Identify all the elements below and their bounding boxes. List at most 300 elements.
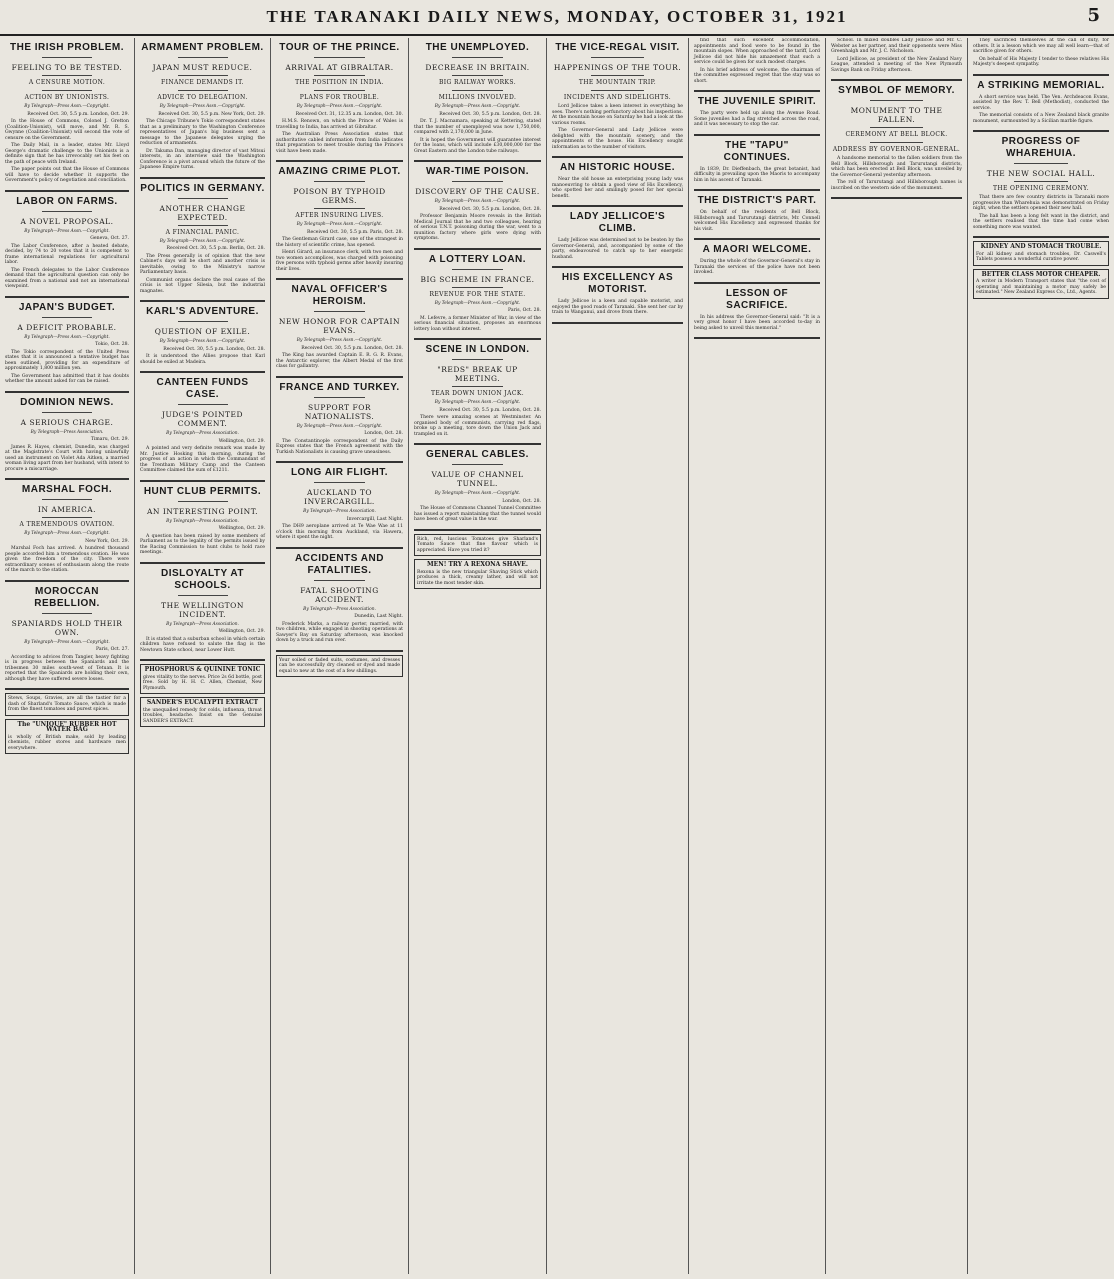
article-byline: By Telegraph—Press Association. bbox=[30, 429, 104, 435]
article bbox=[276, 467, 403, 541]
heading-rule bbox=[452, 386, 503, 387]
article-paragraph: In his address the Governor-General said: "It is a very great honor I have been accorded to-day in being asked to unveil this memorial." bbox=[694, 314, 820, 331]
article-headline: PROGRESS OF WHAREHUIA. bbox=[1001, 136, 1081, 159]
article-subheading: AN INTERESTING POINT. bbox=[146, 506, 259, 516]
article-dateline: Geneva, Oct. 27. bbox=[90, 236, 129, 241]
article-paragraph: On behalf of His Majesty I tender to these relatives His Majesty's deepest sympathy. bbox=[973, 56, 1109, 67]
article-byline: By Telegraph—Press Assn.—Copyright. bbox=[434, 300, 521, 306]
article-subheading: THE OPENING CEREMONY. bbox=[992, 185, 1090, 192]
article-subheading: POISON BY TYPHOID GERMS. bbox=[293, 187, 386, 205]
heading-rule bbox=[591, 90, 643, 91]
article bbox=[694, 244, 820, 276]
article-subheading: A CENSURE MOTION. bbox=[28, 79, 106, 86]
advertisement-heading: BETTER CLASS MOTOR CHEAPER. bbox=[981, 270, 1101, 278]
article-paragraph: The King has awarded Captain E. R. G. R. Evans, the Antarctic explorer, the Albert Medal of the first class for gallantry. bbox=[276, 353, 403, 369]
article-subheading: A TREMENDOUS OVATION. bbox=[19, 521, 115, 528]
article-paragraph: It is stated that a suburban school in which certain children have refused to salute the flag is the Newtown State school, near Lower Hutt. bbox=[140, 636, 265, 653]
article-subheading: IN AMERICA. bbox=[37, 505, 97, 514]
article-dateline: Tokio, Oct. 28. bbox=[95, 342, 129, 347]
article bbox=[973, 80, 1109, 125]
article-paragraph: The roll of Tarurutangi and Hillsborough names is inscribed on the western side of the monument. bbox=[831, 180, 962, 191]
article bbox=[552, 42, 683, 150]
article-headline: AN HISTORIC HOUSE. bbox=[560, 162, 675, 173]
article-subheading: BIG SCHEME IN FRANCE. bbox=[420, 274, 535, 284]
article-subheading: PLANS FOR TROUBLE. bbox=[299, 94, 380, 101]
advertisement-heading: The "UNIQUE" RUBBER HOT WATER BAG bbox=[17, 720, 117, 733]
heading-rule bbox=[870, 127, 922, 128]
section-divider bbox=[5, 478, 129, 480]
article-subheading: ADDRESS BY GOVERNOR-GENERAL. bbox=[832, 146, 961, 153]
heading-rule bbox=[314, 208, 365, 209]
article-paragraph: The Chicago Tribune's Tokio correspondent states that as a preliminary to the Washington Conference representatives of Japan's big business sent a message to the Japanese delegates urging the reduction of armaments. bbox=[140, 119, 265, 146]
article-dateline: Paris, Oct. 27. bbox=[96, 647, 129, 652]
advertisement-text: A writer in Modern Transport states that "the cost of operating and maintaining a motor may safely be estimated." New Zealand Express Co., Ltd., Agents. bbox=[976, 279, 1106, 295]
article-paragraph: Lord Jellicoe, as president of the New Zealand Navy League, attended a meeting of the New Plymouth Savings Bank on Friday afternoon. bbox=[831, 56, 962, 73]
article-dateline: Invercargill, Last Night. bbox=[346, 516, 403, 522]
advertisement-heading: PHOSPHORUS & QUININE TONIC bbox=[144, 666, 261, 673]
heading-rule bbox=[452, 359, 503, 360]
section-divider bbox=[694, 134, 820, 136]
heading-rule bbox=[178, 57, 228, 58]
article-subheading: VALUE OF CHANNEL TUNNEL. bbox=[431, 470, 524, 488]
section-divider bbox=[5, 190, 129, 192]
article-paragraph: That there are few country districts in Taranaki more progressive than Wharehuia was demonstrated on Friday night, when the settlers opened their new hall. bbox=[973, 195, 1109, 211]
heading-rule bbox=[314, 75, 365, 76]
article-paragraph: In the House of Commons, Colonel J. Gretton (Coalition-Unionist), will move, and Mr. R. S. Gwynne (Coalition-Unionist) will second the vote of censure on the Government. bbox=[5, 119, 129, 141]
advertisement bbox=[973, 241, 1109, 266]
heading-rule bbox=[178, 321, 228, 322]
article-dateline: New York, Oct. 29. bbox=[85, 538, 129, 544]
article-headline: LADY JELLICOE'S CLIMB. bbox=[569, 211, 666, 234]
article-dateline: London, Oct. 28. bbox=[364, 431, 403, 436]
article-dateline: London, Oct. 28. bbox=[502, 498, 541, 504]
article-headline: SYMBOL OF MEMORY. bbox=[838, 85, 955, 96]
article-byline: By Telegraph—Press Assn.—Copyright. bbox=[24, 228, 110, 234]
article-headline: DISLOYALTY AT SCHOOLS. bbox=[161, 567, 244, 591]
article-paragraph: During the whole of the Governor-General's stay in Taranaki the services of the police have not been invoked. bbox=[694, 259, 820, 275]
article-headline: MARSHAL FOCH. bbox=[21, 484, 113, 495]
page-number: 5 bbox=[1087, 5, 1100, 26]
article-dateline: Received Oct. 30, 5.5 p.m. Berlin, Oct. 28. bbox=[166, 246, 265, 251]
section-divider bbox=[552, 205, 683, 207]
section-divider bbox=[694, 282, 820, 284]
article-subheading: "REDS" BREAK UP MEETING. bbox=[437, 365, 518, 383]
advertisement bbox=[140, 697, 265, 727]
article bbox=[831, 38, 962, 73]
article-subheading: REVENUE FOR THE STATE. bbox=[429, 290, 526, 298]
section-divider bbox=[276, 461, 403, 463]
article-headline: THE DISTRICT'S PART. bbox=[697, 195, 817, 206]
article bbox=[414, 449, 541, 523]
advertisement-text: For all kidney and stomach troubles, Dr. Caswell's Tablets possess a wonderful curative power. bbox=[976, 251, 1106, 262]
article-subheading: THE MOUNTAIN TRIP. bbox=[578, 79, 657, 86]
heading-rule bbox=[452, 75, 503, 76]
article-subheading: MILLIONS INVOLVED. bbox=[438, 94, 517, 101]
article-subheading: THE NEW SOCIAL HALL. bbox=[986, 169, 1096, 178]
heading-rule bbox=[42, 75, 92, 76]
article bbox=[140, 183, 265, 295]
masthead-title: THE TARANAKI DAILY NEWS, MONDAY, OCTOBER 31, 1921 bbox=[266, 7, 848, 26]
heading-rule bbox=[314, 90, 365, 91]
article-subheading: AUCKLAND TO INVERCARGILL. bbox=[304, 488, 375, 506]
article-subheading: MONUMENT TO THE FALLEN. bbox=[850, 106, 943, 124]
article-paragraph: The House of Commons Channel Tunnel Committee has issued a report maintaining that the tunnel would have been of great value in the war. bbox=[414, 506, 541, 522]
section-divider bbox=[276, 278, 403, 280]
heading-rule bbox=[452, 181, 503, 182]
article-headline: JAPAN'S BUDGET. bbox=[18, 301, 116, 313]
article-paragraph: H.M.S. Renown, on which the Prince of Wales is travelling to India, has arrived at Gibraltar. bbox=[276, 119, 403, 130]
article-subheading: AFTER INSURING LIVES. bbox=[295, 212, 384, 219]
heading-rule bbox=[1014, 181, 1068, 182]
article-subheading: QUESTION OF EXILE. bbox=[154, 327, 251, 336]
article-paragraph: The paper points out that the House of Commons will have to decide whether it supports the Government's policy of negotiation and conciliation. bbox=[5, 167, 129, 183]
article bbox=[276, 284, 403, 370]
section-divider bbox=[973, 236, 1109, 238]
article-headline: A STRIKING MEMORIAL. bbox=[977, 79, 1105, 91]
heading-rule bbox=[591, 57, 643, 58]
article-subheading: FEELING TO BE TESTED. bbox=[11, 63, 123, 72]
section-divider bbox=[414, 443, 541, 445]
article bbox=[276, 166, 403, 272]
article-paragraph: Lady Jellicoe is a keen and capable motorist, and enjoyed the good roads of Taranaki. She sent her car by train to Wanganui, and drove from there. bbox=[552, 299, 683, 315]
article-dateline: Wellington, Oct. 29. bbox=[218, 526, 265, 531]
article-dateline: Dunedin, Last Night. bbox=[354, 614, 403, 619]
article-subheading: ARRIVAL AT GIBRALTAR. bbox=[285, 63, 394, 72]
article-subheading: ANOTHER CHANGE EXPECTED. bbox=[159, 203, 246, 222]
newspaper-column bbox=[689, 38, 826, 1274]
section-divider bbox=[414, 160, 541, 162]
article-paragraph: The Gentleman Girard case, one of the strangest in the history of scientific crime, has opened. bbox=[276, 237, 403, 248]
article-headline: LABOR ON FARMS. bbox=[16, 195, 118, 207]
heading-rule bbox=[870, 100, 922, 101]
advertisement bbox=[5, 693, 129, 716]
article-subheading: A SERIOUS CHARGE. bbox=[20, 417, 114, 427]
article-headline: A MAORI WELCOME. bbox=[702, 244, 812, 255]
section-divider bbox=[694, 90, 820, 92]
article-headline: THE IRISH PROBLEM. bbox=[9, 42, 124, 53]
article bbox=[5, 484, 129, 574]
article-subheading: ACTION BY UNIONISTS. bbox=[24, 94, 110, 101]
article-paragraph: The Press generally is of opinion that the new Cabinet's days will be short and another crisis is inevitable, owing to the Ministry's narrow Parliamentary basis. bbox=[140, 253, 265, 275]
article-byline: By Telegraph—Press Association. bbox=[166, 621, 239, 627]
section-divider bbox=[973, 74, 1109, 76]
article-byline: By Telegraph—Press Assn.—Copyright. bbox=[159, 238, 246, 244]
article-subheading: TEAR DOWN UNION JACK. bbox=[430, 390, 525, 397]
article bbox=[140, 568, 265, 654]
article-subheading: SUPPORT FOR NATIONALISTS. bbox=[304, 402, 375, 421]
heading-rule bbox=[314, 482, 365, 483]
article-paragraph: The Constantinople correspondent of the Daily Express states that the French agreement with the Turkish Nationalists is causing grave uneasiness. bbox=[276, 438, 403, 455]
article-paragraph: The French delegates to the Labor Conference demand that the agricultural question can only be examined from a national and not an international viewpoint. bbox=[5, 267, 129, 289]
article-headline: ARMAMENT PROBLEM. bbox=[141, 42, 264, 53]
article-dateline: Wellington, Oct. 29. bbox=[218, 629, 265, 634]
article-byline: By Telegraph—Press Assn.—Copyright. bbox=[159, 339, 246, 344]
article-paragraph: They sacrificed themselves at the call of duty, for others. It is a lesson which we may all well learn—that of sacrifice given for others. bbox=[973, 38, 1109, 54]
article-dateline: Received Oct. 30, 5.5 p.m. London, Oct. 28. bbox=[163, 346, 265, 352]
article-subheading: INCIDENTS AND SIDELIGHTS. bbox=[563, 94, 672, 101]
heading-rule bbox=[42, 57, 92, 58]
article-paragraph: Marshal Foch has arrived. A hundred thousand people accorded him a tremendous ovation. He was given the freedom of the city. There were extraordinary scenes of enthusiasm along the route of the march to the station. bbox=[5, 546, 129, 573]
article bbox=[973, 38, 1109, 68]
article-paragraph: Henri Girard, an insurance clerk, with two men and two women accomplices, was charged with poisoning five persons with typhoid germs after heavily insuring their lives. bbox=[276, 250, 403, 272]
article-headline: GENERAL CABLES. bbox=[426, 449, 529, 460]
advertisement-heading: SANDER'S EUCALYPTI EXTRACT bbox=[146, 699, 259, 706]
article-dateline: Received Oct. 30, 5.5 p.m. Paris, Oct. 28. bbox=[307, 229, 403, 235]
advertisement bbox=[276, 655, 403, 678]
advertisement bbox=[140, 664, 265, 694]
newspaper-column bbox=[409, 38, 547, 1274]
article-dateline: Received Oct. 30, 5.5 p.m. London, Oct. 28. bbox=[439, 111, 541, 117]
article-subheading: BIG RAILWAY WORKS. bbox=[438, 79, 517, 86]
article bbox=[414, 166, 541, 242]
heading-rule bbox=[178, 404, 228, 405]
article bbox=[140, 42, 265, 171]
newspaper-column bbox=[968, 38, 1114, 1274]
advertisement-text: Rexona is the new triangular Shaving Stick which produces a thick, creamy lather, and will not irritate the most tender skin. bbox=[417, 569, 538, 586]
article-dateline: Paris, Oct. 28. bbox=[508, 308, 541, 313]
advertisement-text: the unequalled remedy for colds, influenza, throat troubles, headache. Insist on the Genuine SANDER'S EXTRACT. bbox=[143, 707, 262, 724]
article bbox=[694, 195, 820, 232]
article-byline: By Telegraph—Press Assn.—Copyright. bbox=[159, 104, 246, 109]
article-byline: By Telegraph—Press Assn.—Copyright. bbox=[434, 491, 521, 496]
article-subheading: CEREMONY AT BELL BLOCK. bbox=[845, 131, 948, 138]
article-byline: By Telegraph—Press Assn.—Copyright. bbox=[434, 104, 521, 109]
article bbox=[140, 486, 265, 556]
section-divider bbox=[276, 160, 403, 162]
article-subheading: A NOVEL PROPOSAL. bbox=[20, 216, 114, 226]
heading-rule bbox=[178, 75, 228, 76]
heading-rule bbox=[178, 90, 228, 91]
heading-rule bbox=[42, 412, 92, 413]
article-headline: WAR-TIME POISON. bbox=[426, 166, 529, 177]
article-headline: ACCIDENTS AND FATALITIES. bbox=[295, 552, 384, 576]
section-divider bbox=[552, 322, 683, 324]
section-divider bbox=[276, 547, 403, 549]
section-divider bbox=[276, 650, 403, 652]
section-divider bbox=[694, 189, 820, 191]
article bbox=[5, 302, 129, 385]
article-paragraph: The Government has admitted that it has doubts whether the amount asked for can be raised. bbox=[5, 373, 129, 384]
article-paragraph: According to advices from Tangier, heavy fighting is in progress between the Spaniards and the tribesmen 30 miles south-west of Tetuan. It is reported that the Spaniards are holding their own, although they have suffered severe losses. bbox=[5, 654, 129, 682]
newspaper-column bbox=[0, 38, 135, 1274]
section-divider bbox=[5, 391, 129, 393]
section-divider bbox=[973, 130, 1109, 132]
article-byline: By Telegraph—Press Assn.—Copyright. bbox=[24, 104, 110, 109]
heading-rule bbox=[42, 211, 92, 212]
article-paragraph: In his brief address of welcome, the chairman of the committee expressed regret that the stay was so short. bbox=[694, 67, 820, 84]
article bbox=[694, 96, 820, 128]
article-dateline: Timaru, Oct. 29. bbox=[90, 437, 129, 442]
article bbox=[552, 272, 683, 316]
article bbox=[276, 553, 403, 644]
article-paragraph: find that such excellent accommodation, appointments and food were to be found in the mountain slopes. When approached of the tariff, Lord Jellicoe did not hide his amazement that such a service could be given for such modest charges. bbox=[694, 38, 820, 65]
article-paragraph: A question has been raised by some members of Parliament as to the legality of the permits issued by the Racing Commission to hunt clubs to hold race meetings. bbox=[140, 533, 265, 555]
article-paragraph: Lady Jellicoe was determined not to be beaten by the Governor-General, and, accompanied by some of the party, endeavoured to catch up to her energetic husband. bbox=[552, 238, 683, 260]
heading-rule bbox=[178, 501, 228, 502]
article-dateline: Received Oct. 30, 5.5 p.m. London, Oct. 28. bbox=[301, 345, 403, 351]
heading-rule bbox=[314, 580, 365, 581]
section-divider bbox=[140, 371, 265, 373]
article-paragraph: The Daily Mail, in a leader, states Mr. Lloyd George's dramatic challenge to the Unionists is a definite sign that he has irrevocably set his feet on the path of peace with Ireland. bbox=[5, 143, 129, 165]
article bbox=[552, 211, 683, 260]
advertisement-text: Your soiled or faded suits, costumes, and dresses can be successfully dry cleaned or dyed and made equal to new at the cost of a few shillings. bbox=[279, 657, 400, 674]
heading-rule bbox=[314, 181, 365, 182]
article-paragraph: The Tokio correspondent of the United Press states that it is announced a tentative budget has been outlined, providing for an expenditure of approximately 1,800 million yen. bbox=[5, 349, 129, 371]
article-paragraph: The hall has been a long felt want in the district, and the settlers realised that the time had come when something more was wanted. bbox=[973, 213, 1109, 230]
section-divider bbox=[140, 562, 265, 564]
article-byline: By Telegraph—Press Assn.—Copyright. bbox=[296, 423, 383, 429]
article bbox=[973, 136, 1109, 230]
article-paragraph: Dr. T. J. Macnamara, speaking at Kettering, stated that the number of unemployed was now 1,750,000, compared with 2,170,000 in June. bbox=[414, 119, 541, 135]
article-paragraph: Professor Benjamin Moore reveals in the British Medical Journal that he and two colleagues, hearing of serious T.N.T. poisoning during the war, went to a munition factory where girls were dying with symptoms. bbox=[414, 214, 541, 241]
advertisement-heading: MEN! TRY A REXONA SHAVE. bbox=[427, 561, 528, 568]
article-subheading: A FINANCIAL PANIC. bbox=[165, 228, 240, 236]
article bbox=[5, 196, 129, 290]
article bbox=[140, 306, 265, 365]
article-paragraph: M. Lefevre, a former Minister of War, in view of the serious financial situation, proposes an enormous lottery loan without interest. bbox=[414, 315, 541, 332]
heading-rule bbox=[452, 269, 503, 270]
article-paragraph: The party were held up along the Avenue Road. Some juveniles had a flag stretched across the road, and it was necessary to stop the car. bbox=[694, 111, 820, 127]
article-headline: THE VICE-REGAL VISIT. bbox=[555, 42, 680, 53]
heading-rule bbox=[452, 90, 503, 91]
article-paragraph: On behalf of the residents of Bell Block, Hillsborough and Tarurutangi districts, Mr. Connell welcomed His Excellency and expressed thanks for his visit. bbox=[694, 210, 820, 232]
article-byline: By Telegraph—Press Assn.—Copyright. bbox=[296, 338, 383, 343]
article-headline: HIS EXCELLENCY AS MOTORIST. bbox=[561, 272, 674, 295]
advertisement-text: is wholly of British make, sold by leading chemists, rubber stores and hardware men everywhere. bbox=[8, 734, 126, 751]
section-divider bbox=[140, 480, 265, 482]
article bbox=[414, 344, 541, 437]
article bbox=[5, 586, 129, 683]
article-headline: LONG AIR FLIGHT. bbox=[290, 467, 389, 478]
heading-rule bbox=[591, 75, 643, 76]
heading-rule bbox=[178, 225, 228, 226]
heading-rule bbox=[42, 317, 92, 318]
article-dateline: Received Oct. 30, 5.5 p.m. New York, Oct. 29. bbox=[158, 111, 265, 117]
article-paragraph: School. In mixed doubles Lady Jellicoe and Mr. C. Webster as her partner, and their opponents were Miss Greenhalgh and Mr. J. C. Nicholson. bbox=[831, 38, 962, 54]
article bbox=[414, 254, 541, 333]
article-dateline: Received Oct. 30, 5.5 p.m. London, Oct. 28. bbox=[439, 407, 541, 413]
heading-rule bbox=[314, 311, 365, 312]
article-subheading: NEW HONOR FOR CAPTAIN EVANS. bbox=[278, 317, 401, 335]
article-byline: By Telegraph—Press Association. bbox=[303, 606, 376, 612]
article-headline: FRANCE AND TURKEY. bbox=[279, 381, 400, 393]
advertisement bbox=[973, 269, 1109, 299]
article-paragraph: Communist organs declare the real cause of the crisis is not Upper Silesia, but the industrial magnates. bbox=[140, 277, 265, 294]
newspaper-column bbox=[826, 38, 968, 1274]
section-divider bbox=[5, 296, 129, 298]
article-paragraph: There were amazing scenes at Westminster. An organised body of communists, carrying red flags, broke up a meeting, tore down the Union Jack and trampled on it. bbox=[414, 415, 541, 437]
article-subheading: DISCOVERY OF THE CAUSE. bbox=[415, 187, 540, 196]
newspaper-column bbox=[547, 38, 689, 1274]
article-headline: CANTEEN FUNDS CASE. bbox=[156, 377, 249, 400]
section-divider bbox=[5, 688, 129, 690]
article-byline: By Telegraph—Press Association. bbox=[166, 518, 239, 524]
section-divider bbox=[552, 266, 683, 268]
article-byline: By Telegraph—Press Assn.—Copyright. bbox=[434, 199, 521, 204]
article-paragraph: The memorial consists of a New Zealand black granite monument, surmounted by a Sicilian marble figure. bbox=[973, 113, 1109, 124]
advertisement bbox=[5, 719, 129, 755]
heading-rule bbox=[42, 499, 92, 500]
article-headline: AMAZING CRIME PLOT. bbox=[278, 166, 401, 177]
article-paragraph: The DH9 aeroplane arrived at Te Wae Wae at 11 o'clock this morning from Auckland, via Hawera, where it spent the night. bbox=[276, 524, 403, 540]
heading-rule bbox=[452, 464, 503, 465]
article-headline: KARL'S ADVENTURE. bbox=[146, 306, 259, 317]
heading-rule bbox=[314, 57, 365, 58]
article-headline: THE UNEMPLOYED. bbox=[425, 42, 530, 53]
heading-rule bbox=[452, 57, 503, 58]
article bbox=[276, 382, 403, 456]
section-divider bbox=[414, 248, 541, 250]
article-paragraph: Near the old house an enterprising young lady was manoeuvring to obtain a good view of His Excellency, who spotted her and smilingly posed for her special benefit. bbox=[552, 177, 683, 199]
article-byline: By Telegraph—Press Assn.—Copyright. bbox=[24, 639, 110, 645]
section-divider bbox=[5, 580, 129, 582]
article-paragraph: James R. Hayes, chemist, Dunedin, was charged at the Magistrate's Court with having unlawfully used an instrument on Violet Ada Aitken, a married woman living apart from her husband, with intent to procure a miscarriage. bbox=[5, 444, 129, 472]
article-subheading: SPANIARDS HOLD THEIR OWN. bbox=[11, 618, 123, 637]
newspaper-column bbox=[271, 38, 409, 1274]
masthead bbox=[0, 0, 1114, 36]
section-divider bbox=[414, 529, 541, 531]
article-subheading: HAPPENINGS OF THE TOUR. bbox=[553, 63, 682, 72]
article-paragraph: The Australian Press Association states that authoritative cabled information from India indicates that preparation to meet trouble during the Prince's visit have been made. bbox=[276, 132, 403, 154]
article-byline: By Telegraph—Press Assn.—Copyright. bbox=[296, 222, 383, 227]
article-paragraph: Dr. Takuma Dan, managing director of vast Mitsui interests, in an interview said the Washington Conference is a pivot around which the future of the Japanese Empire turns. bbox=[140, 148, 265, 170]
heading-rule bbox=[42, 517, 92, 518]
heading-rule bbox=[452, 287, 503, 288]
heading-rule bbox=[314, 397, 365, 398]
article-subheading: ADVICE TO DELEGATION. bbox=[157, 94, 248, 101]
article-byline: By Telegraph—Press Assn.—Copyright. bbox=[24, 334, 110, 340]
article-headline: HUNT CLUB PERMITS. bbox=[143, 485, 262, 497]
article-headline: LESSON OF SACRIFICE. bbox=[725, 287, 789, 311]
article-byline: By Telegraph—Press Assn.—Copyright. bbox=[434, 400, 521, 405]
advertisement-text: Rich, red, luscious Tomatoes give Sharland's Tomato Sauce that fine flavour which is appreciated. Have you tried it? bbox=[417, 536, 538, 553]
article bbox=[552, 162, 683, 199]
article-paragraph: Frederick Marks, a railway porter, married, with two children, while engaged in shooting operations at Sawyer's Bay on Saturday afternoon, was knocked down by a truck and run over. bbox=[276, 621, 403, 643]
article-subheading: A DEFICIT PROBABLE. bbox=[17, 322, 117, 332]
article-subheading: THE WELLINGTON INCIDENT. bbox=[161, 600, 244, 619]
article bbox=[414, 42, 541, 154]
section-divider bbox=[140, 659, 265, 661]
article-subheading: THE POSITION IN INDIA. bbox=[295, 79, 384, 86]
article bbox=[831, 85, 962, 191]
section-divider bbox=[276, 376, 403, 378]
advertisement-heading: KIDNEY AND STOMACH TROUBLE. bbox=[980, 243, 1102, 250]
article-headline: NAVAL OFFICER'S HEROISM. bbox=[291, 284, 388, 307]
article-subheading: FATAL SHOOTING ACCIDENT. bbox=[300, 585, 379, 604]
section-divider bbox=[831, 79, 962, 81]
article bbox=[5, 397, 129, 473]
article-subheading: JUDGE'S POINTED COMMENT. bbox=[161, 410, 244, 428]
article-byline: By Telegraph—Press Assn.—Copyright. bbox=[24, 531, 110, 536]
section-divider bbox=[831, 197, 962, 199]
heading-rule bbox=[42, 613, 92, 614]
article-paragraph: In 1839, Dr. Dieffenbach, the great botanist, had difficulty in prevailing upon the Maoris to accompany him in his ascent of Taranaki. bbox=[694, 166, 820, 183]
article-headline: POLITICS IN GERMANY. bbox=[140, 182, 265, 194]
article-dateline: Received Oct. 30, 5.5 p.m. London, Oct. 28. bbox=[439, 206, 541, 212]
section-divider bbox=[552, 156, 683, 158]
heading-rule bbox=[870, 142, 922, 143]
section-divider bbox=[140, 300, 265, 302]
article-headline: SCENE IN LONDON. bbox=[425, 344, 530, 355]
article-byline: By Telegraph—Press Association. bbox=[166, 431, 239, 436]
article-byline: By Telegraph—Press Association. bbox=[303, 509, 376, 514]
article-headline: A LOTTERY LOAN. bbox=[428, 253, 527, 265]
article-subheading: DECREASE IN BRITAIN. bbox=[425, 63, 530, 72]
article bbox=[140, 377, 265, 474]
article-paragraph: The Labor Conference, after a heated debate, decided, by 74 to 20 votes that it is competent to frame international regulations for agricultural labor. bbox=[5, 243, 129, 265]
article-paragraph: A pointed and very definite remark was made by Mr. Justice Hosking this morning, during the progress of an action in which the Commandant of the Trentham Military Camp and the Canteen Committee claimed the sum of £1211. bbox=[140, 446, 265, 473]
article-paragraph: The Governor-General and Lady Jellicoe were delighted with the mountain scenery, and the appointments of the house. His Excellency sought information as to the number of visitors. bbox=[552, 128, 683, 150]
